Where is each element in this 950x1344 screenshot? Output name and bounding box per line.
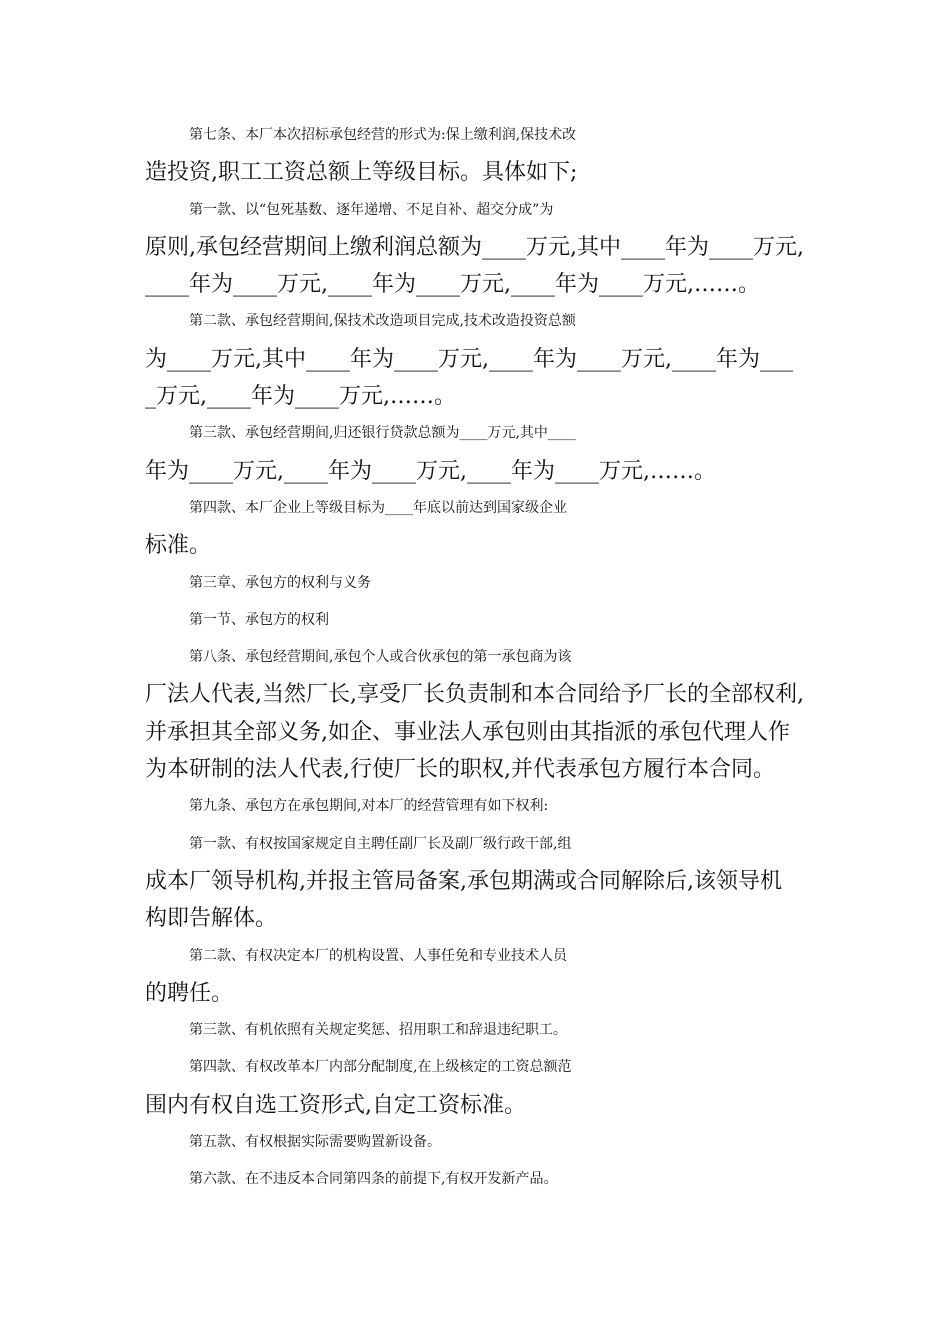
- text-line: 第四款、本厂企业上等级目标为____年底以前达到国家级企业: [189, 499, 567, 516]
- text-line: 标准。: [145, 533, 212, 559]
- text-line: 为本研制的法人代表,行使厂长的职权,并代表承包方履行本合同。: [145, 757, 775, 783]
- text-line: 围内有权自选工资形式,自定工资标准。: [145, 1092, 526, 1118]
- text-line: 第三款、有机依照有关规定奖惩、招用职工和辞退违纪职工。: [189, 1022, 567, 1039]
- text-line: 厂法人代表,当然厂长,享受厂长负责制和本合同给予厂长的全部权利,: [145, 682, 804, 708]
- text-line: 构即告解体。: [145, 906, 278, 932]
- text-line: 第六款、在不违反本合同第四条的前提下,有权开发新产品。: [189, 1171, 558, 1188]
- text-line: 第三章、承包方的权利与义务: [189, 574, 371, 591]
- text-line: 造投资,职工工资总额上等级目标。具体如下;: [145, 160, 578, 186]
- text-line: 第八条、承包经营期间,承包个人或合伙承包的第一承包商为该: [189, 649, 572, 666]
- text-line: 第二款、有权决定本厂的机构设置、人事任免和专业技术人员: [189, 947, 567, 964]
- text-line: 第九条、承包方在承包期间,对本厂的经营管理有如下权利:: [189, 798, 549, 815]
- text-line: 第四款、有权改革本厂内部分配制度,在上级核定的工资总额范: [189, 1059, 572, 1076]
- text-line: ____年为____万元,____年为____万元,____年为____万元,……。: [145, 272, 760, 298]
- text-line: 为____万元,其中____年为____万元,____年为____万元,____年为___: [145, 346, 793, 372]
- text-line: _万元,____年为____万元,……。: [145, 384, 456, 410]
- text-line: 第一款、以“包死基数、逐年递增、不足自补、超交分成”为: [189, 201, 554, 218]
- text-line: 并承担其全部义务,如企、事业法人承包则由其指派的承包代理人作: [145, 719, 790, 745]
- text-line: 年为____万元,____年为____万元,____年为____万元,……。: [145, 458, 716, 484]
- text-line: 第一款、有权按国家规定自主聘任副厂长及副厂级行政干部,组: [189, 835, 572, 852]
- text-line: 第三款、承包经营期间,归还银行贷款总额为____万元,其中____: [189, 425, 576, 442]
- text-line: 成本厂领导机构,并报主管局备案,承包期满或合同解除后,该领导机: [145, 868, 782, 894]
- text-line: 的聘任。: [145, 980, 234, 1006]
- text-line: 原则,承包经营期间上缴利润总额为____万元,其中____年为____万元,: [145, 234, 804, 260]
- text-line: 第五款、有权根据实际需要购置新设备。: [189, 1134, 441, 1151]
- text-line: 第一节、承包方的权利: [189, 611, 329, 628]
- document-body: [145, 117, 810, 1199]
- text-line: 第七条、本厂本次招标承包经营的形式为:保上缴利润,保技术改: [189, 127, 577, 143]
- text-line: 第二款、承包经营期间,保技术改造项目完成,技术改造投资总额: [189, 313, 576, 330]
